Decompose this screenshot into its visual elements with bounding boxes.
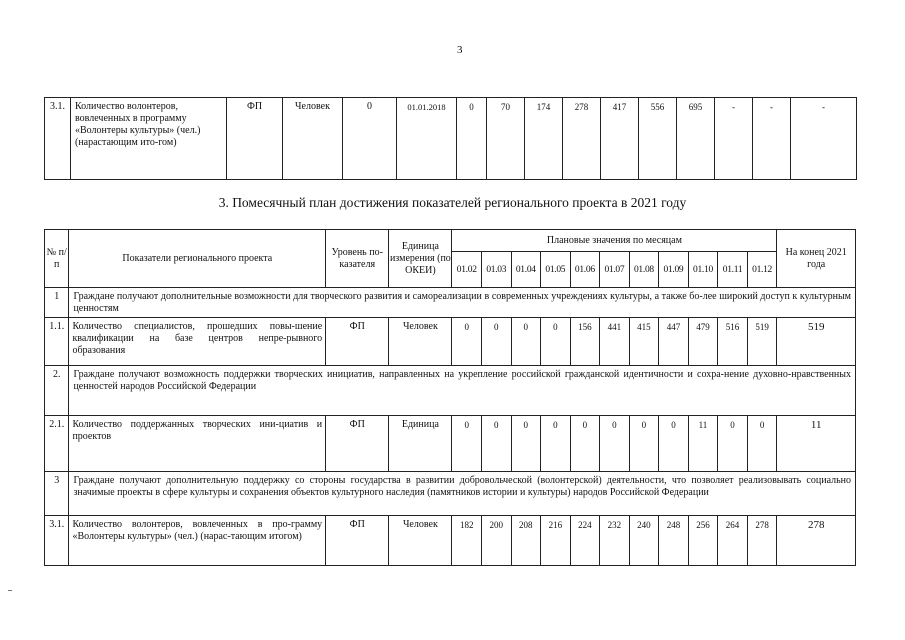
value-cell: 0 xyxy=(452,416,482,472)
month-header: 01.12 xyxy=(747,252,777,288)
month-header: 01.03 xyxy=(482,252,512,288)
row-number: 1.1. xyxy=(45,318,69,366)
value-cell: 256 xyxy=(688,516,718,566)
table-row xyxy=(45,318,856,366)
value-cell: 264 xyxy=(718,516,748,566)
monthly-plan-table xyxy=(44,229,856,566)
base-value: 0 xyxy=(343,98,397,180)
header-no: № п/п xyxy=(45,230,69,288)
value-cell: 0 xyxy=(629,416,659,472)
value-cell: 200 xyxy=(482,516,512,566)
indicator-name: Количество волонтеров, вовлеченных в программу «Волонтеры культуры» (чел.) (нарастающим ито-гом) xyxy=(71,98,227,180)
value-cell: - xyxy=(791,98,857,180)
indicator-level: ФП xyxy=(326,516,389,566)
section-text: Граждане получают дополнительную поддержку со стороны государства в развитии добровольческой (волонтерской) деятельности, что позволяет реализовывать социально значимые проекты в сфере культуры и сохранения объектов культурного наследия (памятников истории и культуры) народов Российской Федерации xyxy=(69,472,856,516)
section-number: 2. xyxy=(45,366,69,416)
page-number: 3 xyxy=(457,44,463,56)
header-row xyxy=(45,230,856,252)
value-cell: 441 xyxy=(600,318,630,366)
value-cell: 0 xyxy=(570,416,600,472)
indicator-unit: Человек xyxy=(283,98,343,180)
continuation-table xyxy=(44,97,857,180)
indicator-name: Количество волонтеров, вовлеченных в про-грамму «Волонтеры культуры» (чел.) (нарас-тающим итогом) xyxy=(69,516,326,566)
month-header: 01.11 xyxy=(718,252,748,288)
value-cell: 0 xyxy=(482,416,512,472)
value-cell: 695 xyxy=(677,98,715,180)
value-cell: 216 xyxy=(541,516,571,566)
value-cell: 0 xyxy=(511,318,541,366)
month-header: 01.04 xyxy=(511,252,541,288)
indicator-level: ФП xyxy=(326,318,389,366)
section-number: 1 xyxy=(45,288,69,318)
month-header: 01.09 xyxy=(659,252,689,288)
value-cell: 447 xyxy=(659,318,689,366)
section-text: Граждане получают возможность поддержки творческих инициатив, направленных на укрепление российской гражданской идентичности и сохра-нение духовно-нравственных ценностей народов Российской Федерации xyxy=(69,366,856,416)
table-row xyxy=(45,416,856,472)
indicator-name: Количество специалистов, прошедших повы-шение квалификации на базе центров непре-рывного образования xyxy=(69,318,326,366)
row-number: 3.1. xyxy=(45,98,71,180)
month-header: 01.02 xyxy=(452,252,482,288)
indicator-name: Количество поддержанных творческих ини-циатив и проектов xyxy=(69,416,326,472)
indicator-level: ФП xyxy=(227,98,283,180)
table-row xyxy=(45,516,856,566)
value-cell: 11 xyxy=(688,416,718,472)
value-cell: 415 xyxy=(629,318,659,366)
value-cell: 519 xyxy=(747,318,777,366)
value-cell: 556 xyxy=(639,98,677,180)
value-cell: 0 xyxy=(452,318,482,366)
header-level: Уровень по-казателя xyxy=(326,230,389,288)
value-cell: - xyxy=(715,98,753,180)
value-cell: 0 xyxy=(541,318,571,366)
value-cell: 156 xyxy=(570,318,600,366)
indicator-level: ФП xyxy=(326,416,389,472)
value-cell: 0 xyxy=(541,416,571,472)
indicator-unit: Человек xyxy=(389,516,452,566)
section-text: Граждане получают дополнительные возможности для творческого развития и самореализации в современных учреждениях культуры, а также бо-лее широкий доступ к культурным ценностям xyxy=(69,288,856,318)
month-header: 01.06 xyxy=(570,252,600,288)
base-date: 01.01.2018 xyxy=(397,98,457,180)
row-number: 2.1. xyxy=(45,416,69,472)
value-cell: 0 xyxy=(511,416,541,472)
value-cell: 479 xyxy=(688,318,718,366)
value-cell: 224 xyxy=(570,516,600,566)
value-cell: 0 xyxy=(747,416,777,472)
indicator-unit: Человек xyxy=(389,318,452,366)
value-cell: 417 xyxy=(601,98,639,180)
header-end: На конец 2021 года xyxy=(777,230,856,288)
indicator-unit: Единица xyxy=(389,416,452,472)
value-cell: 174 xyxy=(525,98,563,180)
value-cell: 70 xyxy=(487,98,525,180)
value-cell: 0 xyxy=(718,416,748,472)
value-cell: - xyxy=(753,98,791,180)
value-cell: 278 xyxy=(747,516,777,566)
section-row xyxy=(45,366,856,416)
value-cell: 0 xyxy=(600,416,630,472)
month-header: 01.08 xyxy=(629,252,659,288)
table-row xyxy=(45,98,857,180)
value-cell: 208 xyxy=(511,516,541,566)
value-cell: 182 xyxy=(452,516,482,566)
value-cell: 232 xyxy=(600,516,630,566)
section-number: 3 xyxy=(45,472,69,516)
section-title: 3. Помесячный план достижения показателей регионального проекта в 2021 году xyxy=(218,195,687,210)
value-cell: 0 xyxy=(457,98,487,180)
value-cell: 278 xyxy=(563,98,601,180)
value-cell: 240 xyxy=(629,516,659,566)
header-planned: Плановые значения по месяцам xyxy=(452,230,777,252)
section-row xyxy=(45,472,856,516)
month-header: 01.05 xyxy=(541,252,571,288)
end-of-year-value: 519 xyxy=(777,318,856,366)
header-indicator: Показатели регионального проекта xyxy=(69,230,326,288)
month-header: 01.10 xyxy=(688,252,718,288)
value-cell: 0 xyxy=(659,416,689,472)
value-cell: 0 xyxy=(482,318,512,366)
section-row xyxy=(45,288,856,318)
end-of-year-value: 11 xyxy=(777,416,856,472)
scan-mark xyxy=(8,590,12,591)
row-number: 3.1. xyxy=(45,516,69,566)
end-of-year-value: 278 xyxy=(777,516,856,566)
month-header: 01.07 xyxy=(600,252,630,288)
value-cell: 248 xyxy=(659,516,689,566)
header-unit: Единица измерения (по ОКЕИ) xyxy=(389,230,452,288)
value-cell: 516 xyxy=(718,318,748,366)
